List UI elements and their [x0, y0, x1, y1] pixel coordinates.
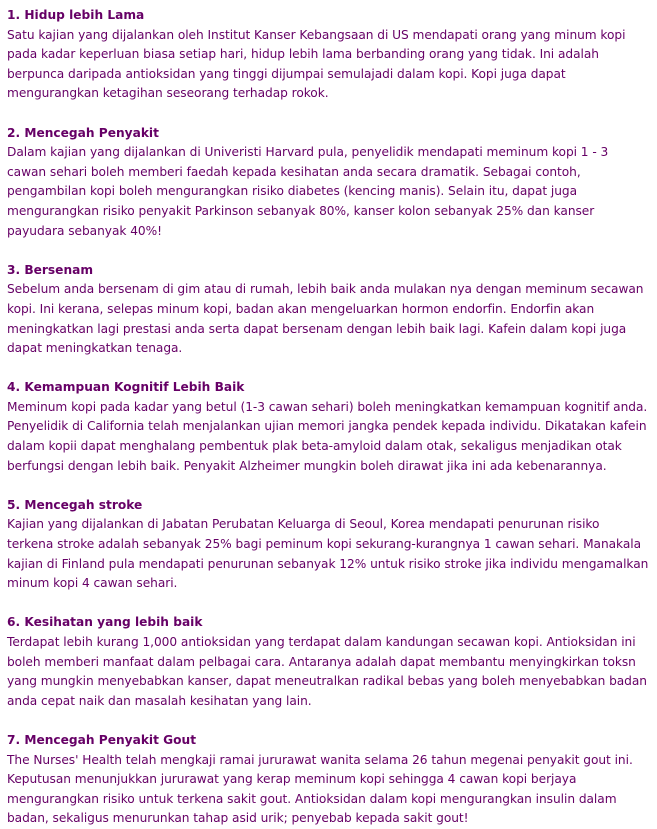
section-mencegah-gout — [7, 731, 649, 829]
section-mencegah-stroke — [7, 496, 649, 594]
section-paragraph: Kajian yang dijalankan di Jabatan Perubatan Keluarga di Seoul, Korea mendapati penurunan risiko terkena stroke adalah sebanyak 25% bagi peminum kopi sekurang-kurangnya 1 cawan sehari. Manakala kajian di Finland pula mendapati penurunan sebanyak 12% untuk risiko stroke jika individu mengamalkan minum kopi 4 cawan sehari. — [7, 517, 649, 591]
section-hidup-lebih-lama — [7, 6, 649, 104]
section-heading: 1. Hidup lebih Lama — [7, 8, 145, 22]
section-heading: 2. Mencegah Penyakit — [7, 125, 159, 140]
section-paragraph: Dalam kajian yang dijalankan di Univeristi Harvard pula, penyelidik mendapati meminum kopi 1 - 3 cawan sehari boleh memberi faedah kepada kesihatan anda secara dramatik. Sebagai contoh, pengambilan kopi boleh mengurangkan risiko diabetes (kencing manis). Selain itu, dapat juga mengurangkan risiko penyakit Parkinson sebanyak 80%, kanser kolon sebanyak 25% dan kanser payudara sebanyak 40%! — [7, 145, 609, 238]
section-mencegah-penyakit — [7, 124, 649, 242]
section-heading: 4. Kemampuan Kognitif Lebih Baik — [7, 380, 245, 395]
section-kemampuan-kognitif — [7, 378, 649, 476]
section-paragraph: Satu kajian yang dijalankan oleh Institut Kanser Kebangsaan di US mendapati orang yang minum kopi pada kadar keperluan biasa setiap hari, hidup lebih lama berbanding orang yang tidak. Ini adalah berpunca daripada antioksidan yang tinggi dijumpai semulajadi dalam kopi. Kopi juga dapat mengurangkan ketagihan seseorang terhadap rokok. — [7, 27, 626, 101]
section-heading: 3. Bersenam — [7, 262, 94, 277]
section-paragraph: Terdapat lebih kurang 1,000 antioksidan yang terdapat dalam kandungan secawan kopi. Antioksidan ini boleh memberi manfaat dalam pelbagai cara. Antaranya adalah dapat membantu menyingkirkan toksn yang mungkin menyebabkan kanser, dapat meneutralkan radikal bebas yang boleh menyebabkan badan anda cepat naik dan masalah kesihatan yang lain. — [7, 635, 647, 708]
section-heading: 7. Mencegah Penyakit Gout — [7, 732, 197, 747]
section-heading: 6. Kesihatan yang lebih baik — [7, 615, 203, 630]
section-paragraph: The Nurses' Health telah mengkaji ramai jururawat wanita selama 26 tahun megenai penyakit gout ini. Keputusan menunjukkan jururawat yang kerap meminum kopi sehingga 4 cawan kopi berjaya mengurangkan risiko untuk terkena sakit gout. Antioksidan dalam kopi mengurangkan insulin dalam badan, sekaligus menurunkan tahap asid urik; penyebab kepada sakit gout! — [7, 752, 633, 826]
section-heading: 5. Mencegah stroke — [7, 497, 143, 512]
section-bersenam — [7, 261, 649, 359]
section-paragraph: Meminum kopi pada kadar yang betul (1-3 cawan sehari) boleh meningkatkan kemampuan kognitif anda. Penyelidik di California telah menjalankan ujian memori jangka pendek kepada individu. Dikatakan kafein dalam kopii dapat menghalang pembentuk plak beta-amyloid dalam otak, sekaligus menjadikan otak berfungsi dengan lebih baik. Penyakit Alzheimer mungkin boleh dirawat jika ini ada kebenarannya. — [7, 399, 648, 473]
section-paragraph: Sebelum anda bersenam di gim atau di rumah, lebih baik anda mulakan nya dengan meminum secawan kopi. Ini kerana, selepas minum kopi, badan akan mengeluarkan hormon endorfin. Endorfin akan meningkatkan lagi prestasi anda serta dapat bersenam dengan lebih baik lagi. Kafein dalam kopi juga dapat meningkatkan tenaga. — [7, 282, 644, 356]
section-kesihatan-lebih-baik — [7, 613, 649, 711]
